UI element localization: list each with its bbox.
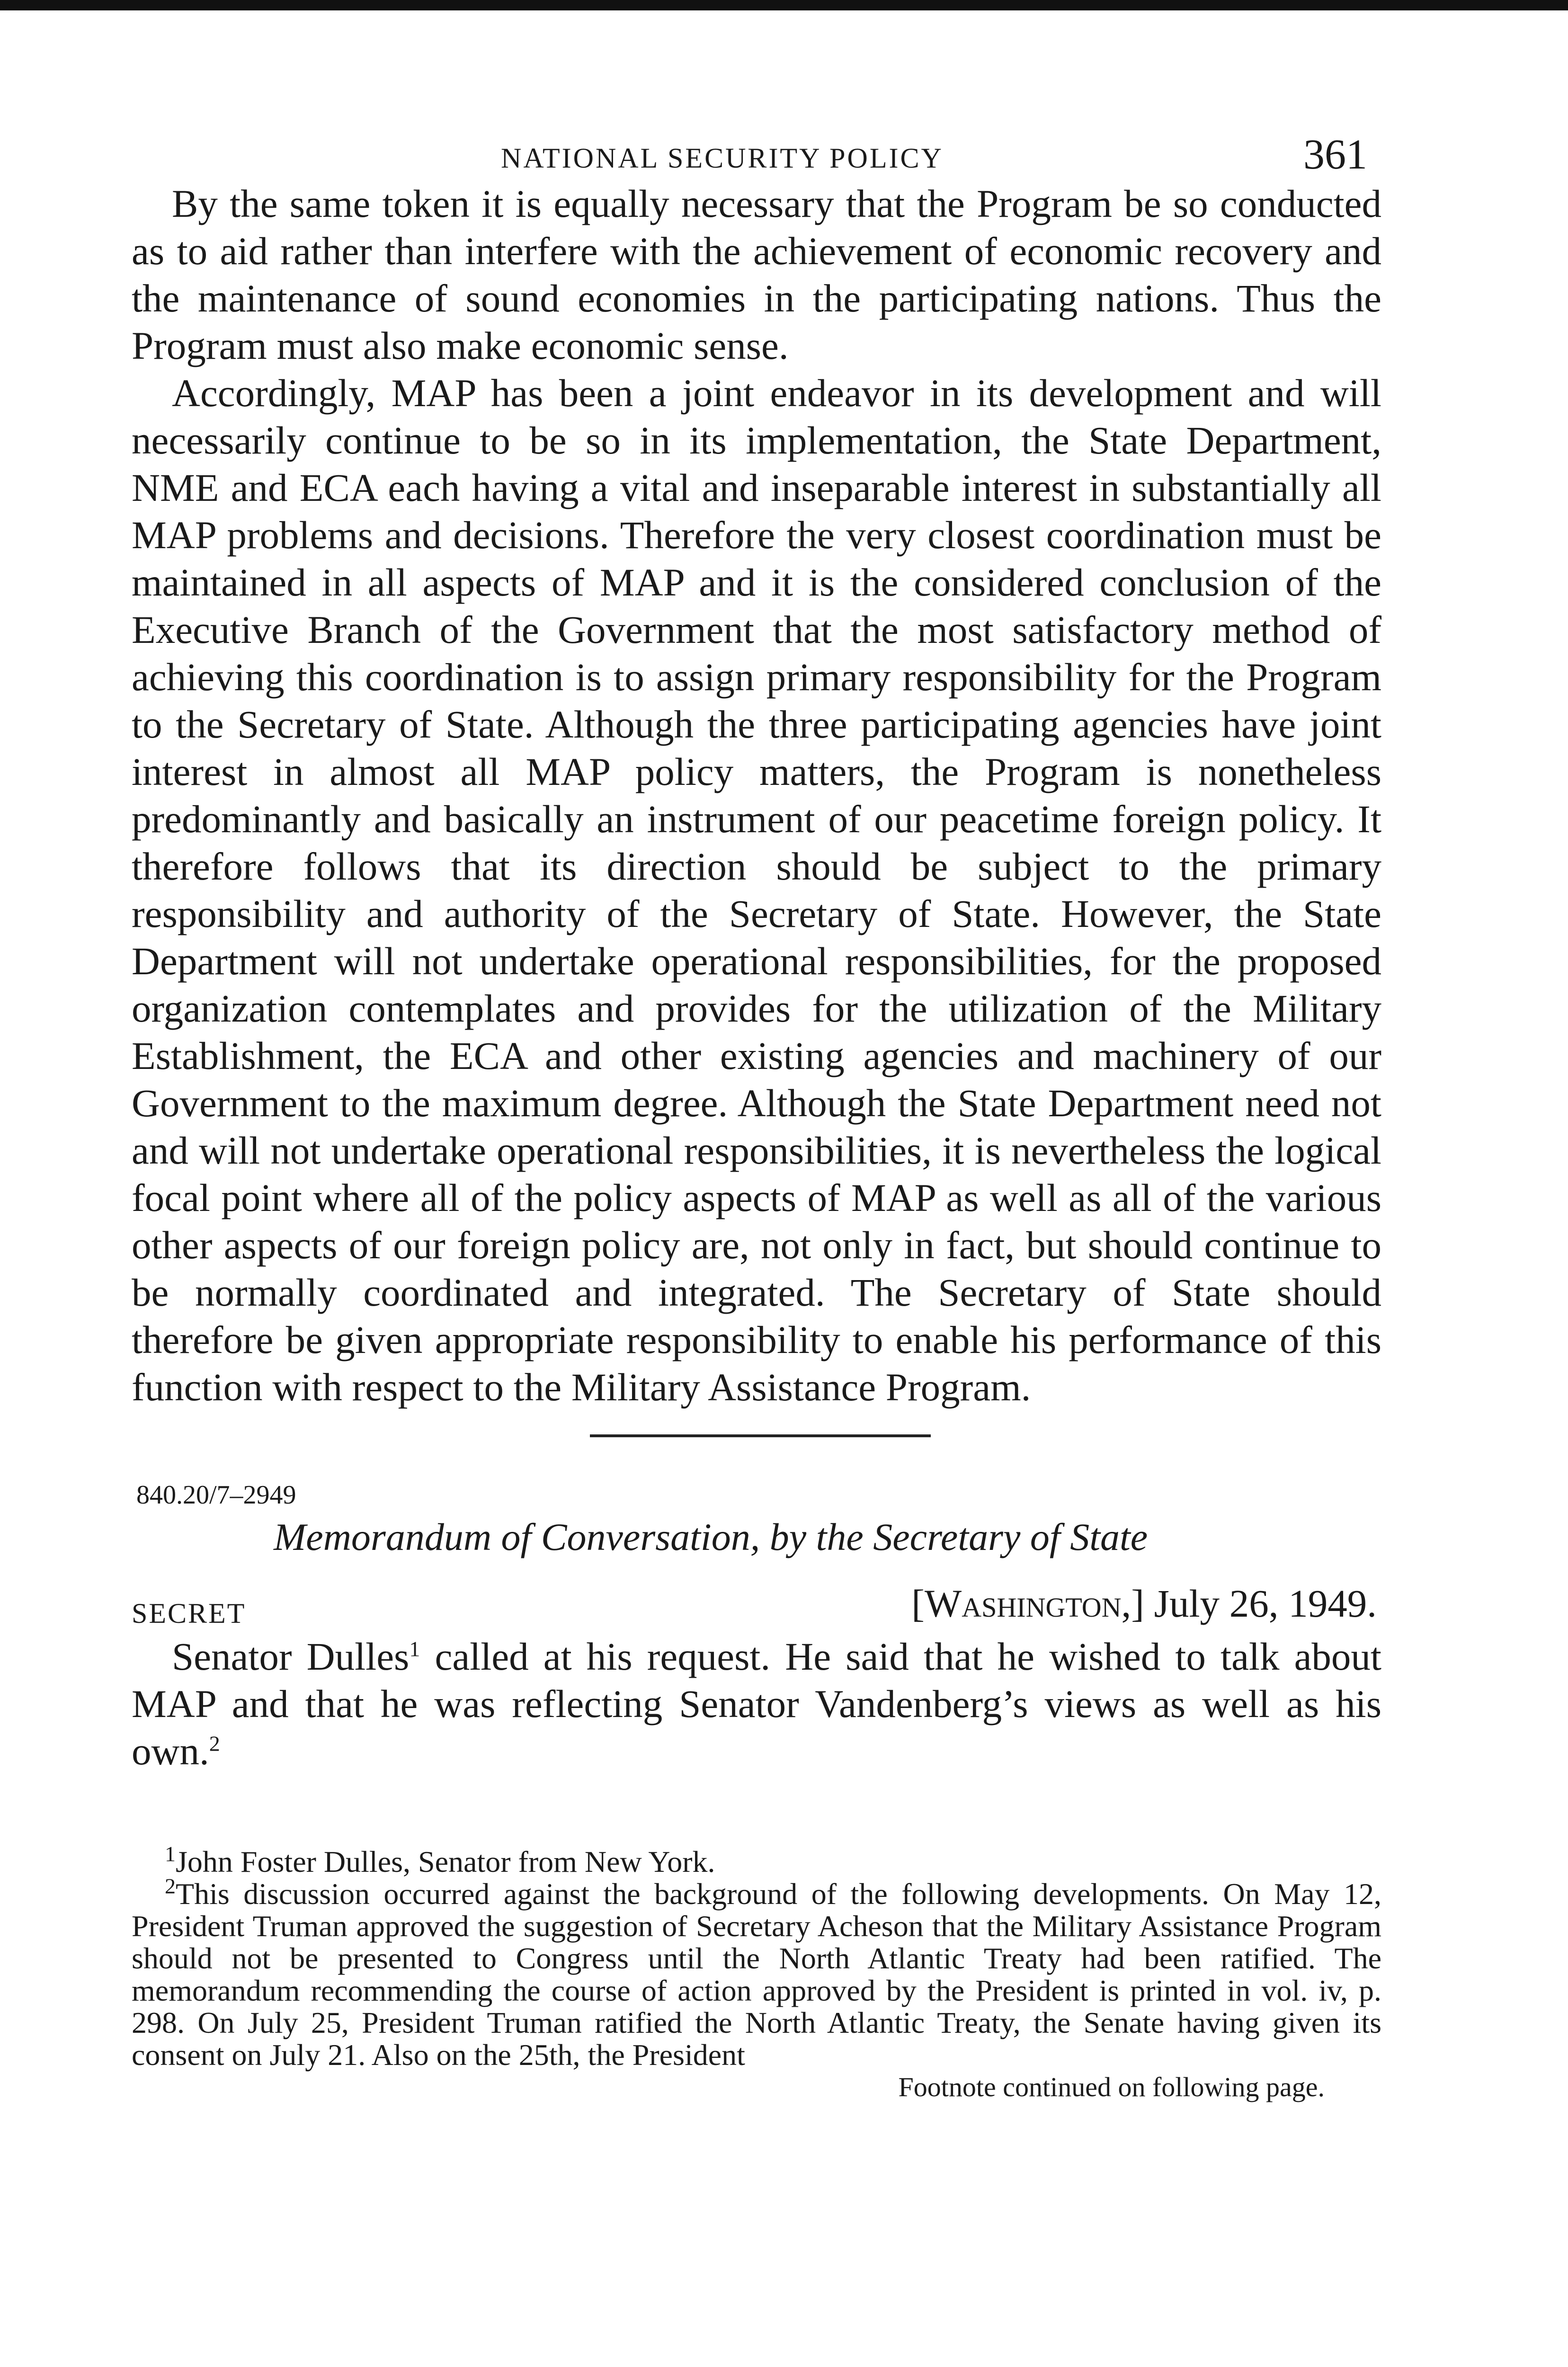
document-page xyxy=(132,123,1381,2103)
paragraph: By the same token it is equally necessary that the Program be so conducted as to aid rather than interfere with the achievement of economic recovery and the maintenance of sound economies in the participating nations. Thus the Program must also make economic sense. xyxy=(132,182,1381,367)
running-header xyxy=(132,123,1381,180)
footnote-marker: 1 xyxy=(165,1842,176,1866)
section-divider xyxy=(590,1434,931,1437)
memo-paragraph xyxy=(132,1633,1381,1775)
date-bracket-open: [ xyxy=(911,1582,925,1625)
footnote-continued-note: Footnote continued on following page. xyxy=(898,2072,1325,2102)
footnote-text: This discussion occurred against the background of the following developments. On May 12, President Truman approved the suggestion of Secretary Acheson that the Military Assistance Program should not be presented to Congress until the North Atlantic Treaty had been ratified. The memorandum recommending the course of action approved by the President is printed in vol. iv, p. 298. On July 25, President Truman ratified the North Atlantic Treaty, the Senate having given its consent on July 21. Also on the 25th, the President xyxy=(132,1877,1381,2072)
footnote-ref-1: 1 xyxy=(409,1637,420,1661)
footnote-text: John Foster Dulles, Senator from New York. xyxy=(176,1845,715,1878)
footnote-1 xyxy=(132,1842,1381,1878)
date-value: ] July 26, 1949. xyxy=(1131,1582,1377,1625)
dateline xyxy=(132,1581,1381,1633)
memo-text-rest: called at his request. He said that he wished to talk about MAP and that he was reflecting Senator Vandenberg’s views as well as his own. xyxy=(132,1635,1381,1773)
body-text xyxy=(132,180,1381,1411)
footnote-marker: 2 xyxy=(165,1874,176,1898)
page-number: 361 xyxy=(1303,131,1367,178)
date-line xyxy=(911,1581,1377,1626)
footnotes xyxy=(132,1842,1381,2103)
footnote-ref-2: 2 xyxy=(209,1731,220,1756)
file-number: 840.20/7–2949 xyxy=(136,1480,296,1510)
top-border-rule xyxy=(0,0,1568,10)
running-title: NATIONAL SECURITY POLICY xyxy=(501,142,944,174)
document-title: Memorandum of Conversation, by the Secretary of State xyxy=(274,1515,1148,1558)
footnote-2 xyxy=(132,1874,1381,2072)
date-place: Washington, xyxy=(924,1582,1131,1625)
memo-body xyxy=(132,1633,1381,1775)
classification-label: SECRET xyxy=(132,1598,246,1629)
memo-text-start: Senator Dulles xyxy=(172,1635,410,1678)
paragraph: Accordingly, MAP has been a joint endeavor in its development and will necessarily continue to be so in its implementation, the State Department, NME and ECA each having a vital and inseparable interest in substantially all MAP problems and decisions. Therefore the very closest coordination must be maintained in all aspects of MAP and it is the considered conclusion of the Executive Branch of the Government that the most satisfactory method of achieving this coordination is to assign primary responsibility for the Program to the Secretary of State. Although the three participating agencies have joint interest in almost all MAP policy matters, the Program is nonetheless predominantly and basically an instrument of our peacetime foreign policy. It therefore follows that its direction should be subject to the primary responsibility and authority of the Secretary of State. However, the State Department will not undertake operational responsibilities, for the proposed organization contemplates and provides for the utilization of the Military Establishment, the ECA and other existing agencies and machinery of our Government to the maximum degree. Although the State Department need not and will not undertake operational responsibilities, it is nevertheless the logical focal point where all of the policy aspects of MAP as well as all of the various other aspects of our foreign policy are, not only in fact, but should continue to be normally coordinated and integrated. The Secretary of State should therefore be given appropriate responsibility to enable his performance of this function with respect to the Military Assistance Program. xyxy=(132,371,1381,1409)
